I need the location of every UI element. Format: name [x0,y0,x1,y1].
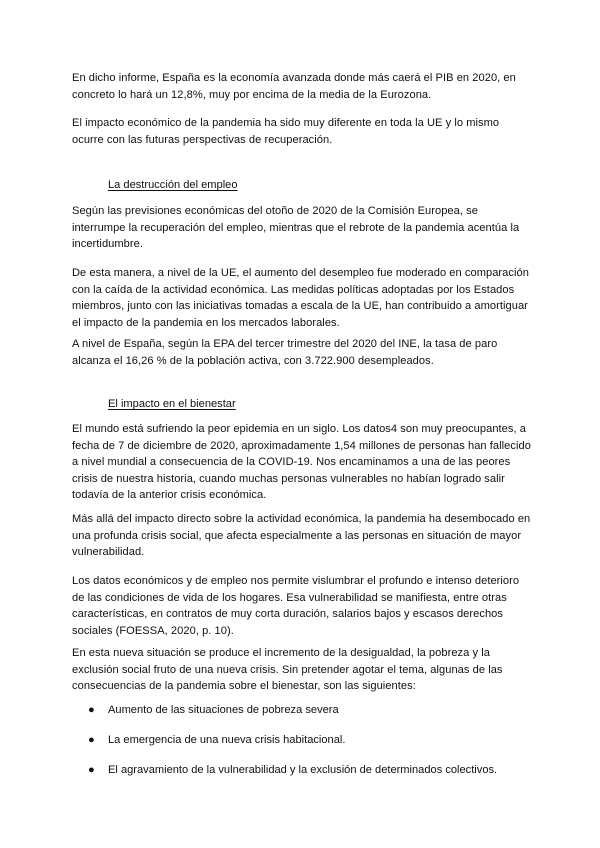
paragraph-eu-impact: El impacto económico de la pandemia ha sido muy diferente en toda la UE y lo mismo ocurre con las futuras perspectivas de recuperación. [72,117,500,146]
paragraph-gdp-spain: En dicho informe, España es la economía avanzada donde más caerá el PIB en 2020, en concreto lo hará un 12,8%, muy por encima de la media de la Eurozona. [72,72,516,101]
paragraph-epidemic-data: El mundo está sufriendo la peor epidemia en un siglo. Los datos4 son muy preocupantes, a fecha de 7 de diciembre de 2020, aproximadamente 1,54 millones de personas han fallecido a nivel mundial a consecuencia de la COVID-19. Nos encaminamos a una de las peores crisis de nuestra historia, cuando muchas personas vulnerables no habían logrado salir todavía de la anterior crisis económica. [72,423,531,502]
paragraph-inequality: En esta nueva situación se produce el incremento de la desigualdad, la pobreza y la exclusión social fruto de una nueva crisis. Sin pretender agotar el tema, algunas de las consecuencias de la pandemia sobre el bienestar, son las siguientes: [72,647,503,693]
paragraph-living-conditions: Los datos económicos y de empleo nos permite vislumbrar el profundo e intenso deterioro de las condiciones de vida de los hogares. Esa vulnerabilidad se manifiesta, entre otras características, en contratos de muy corta duración, salarios bajos y escasos derechos sociales (FOESSA, 2020, p. 10). [72,575,520,637]
paragraph-eu-unemployment: De esta manera, a nivel de la UE, el aumento del desempleo fue moderado en comparación con la caída de la actividad económica. Las medidas políticas adoptadas por los Estados miembros, junto con las iniciativas tomadas a escala de la UE, han contribuido a amortiguar el impacto de la pandemia en los mercados laborales. [72,267,529,329]
paragraph-ec-forecast: Según las previsiones económicas del otoño de 2020 de la Comisión Europea, se interrumpe la recuperación del empleo, mientras que el rebrote de la pandemia acentúa la incertidumbre. [72,205,520,251]
list-item-text: La emergencia de una nueva crisis habitacional. [108,734,346,746]
paragraph-social-crisis: Más allá del impacto directo sobre la actividad económica, la pandemia ha desembocado en una profunda crisis social, que afecta especialmente a las personas en situación de mayor vulnerabilidad. [72,513,531,559]
list-item-text: Aumento de las situaciones de pobreza severa [108,704,339,716]
bullet-icon: ● [88,704,95,716]
list-item-text: El agravamiento de la vulnerabilidad y la exclusión de determinados colectivos. [108,764,498,776]
bullet-icon: ● [88,764,95,776]
section-heading-employment: La destrucción del empleo [108,179,238,191]
paragraph-spain-unemployment: A nivel de España, según la EPA del tercer trimestre del 2020 del INE, la tasa de paro alcanza el 16,26 % de la población activa, con 3.722.900 desempleados. [72,338,498,367]
section-heading-wellbeing: El impacto en el bienestar [108,398,236,410]
bullet-icon: ● [88,734,95,746]
